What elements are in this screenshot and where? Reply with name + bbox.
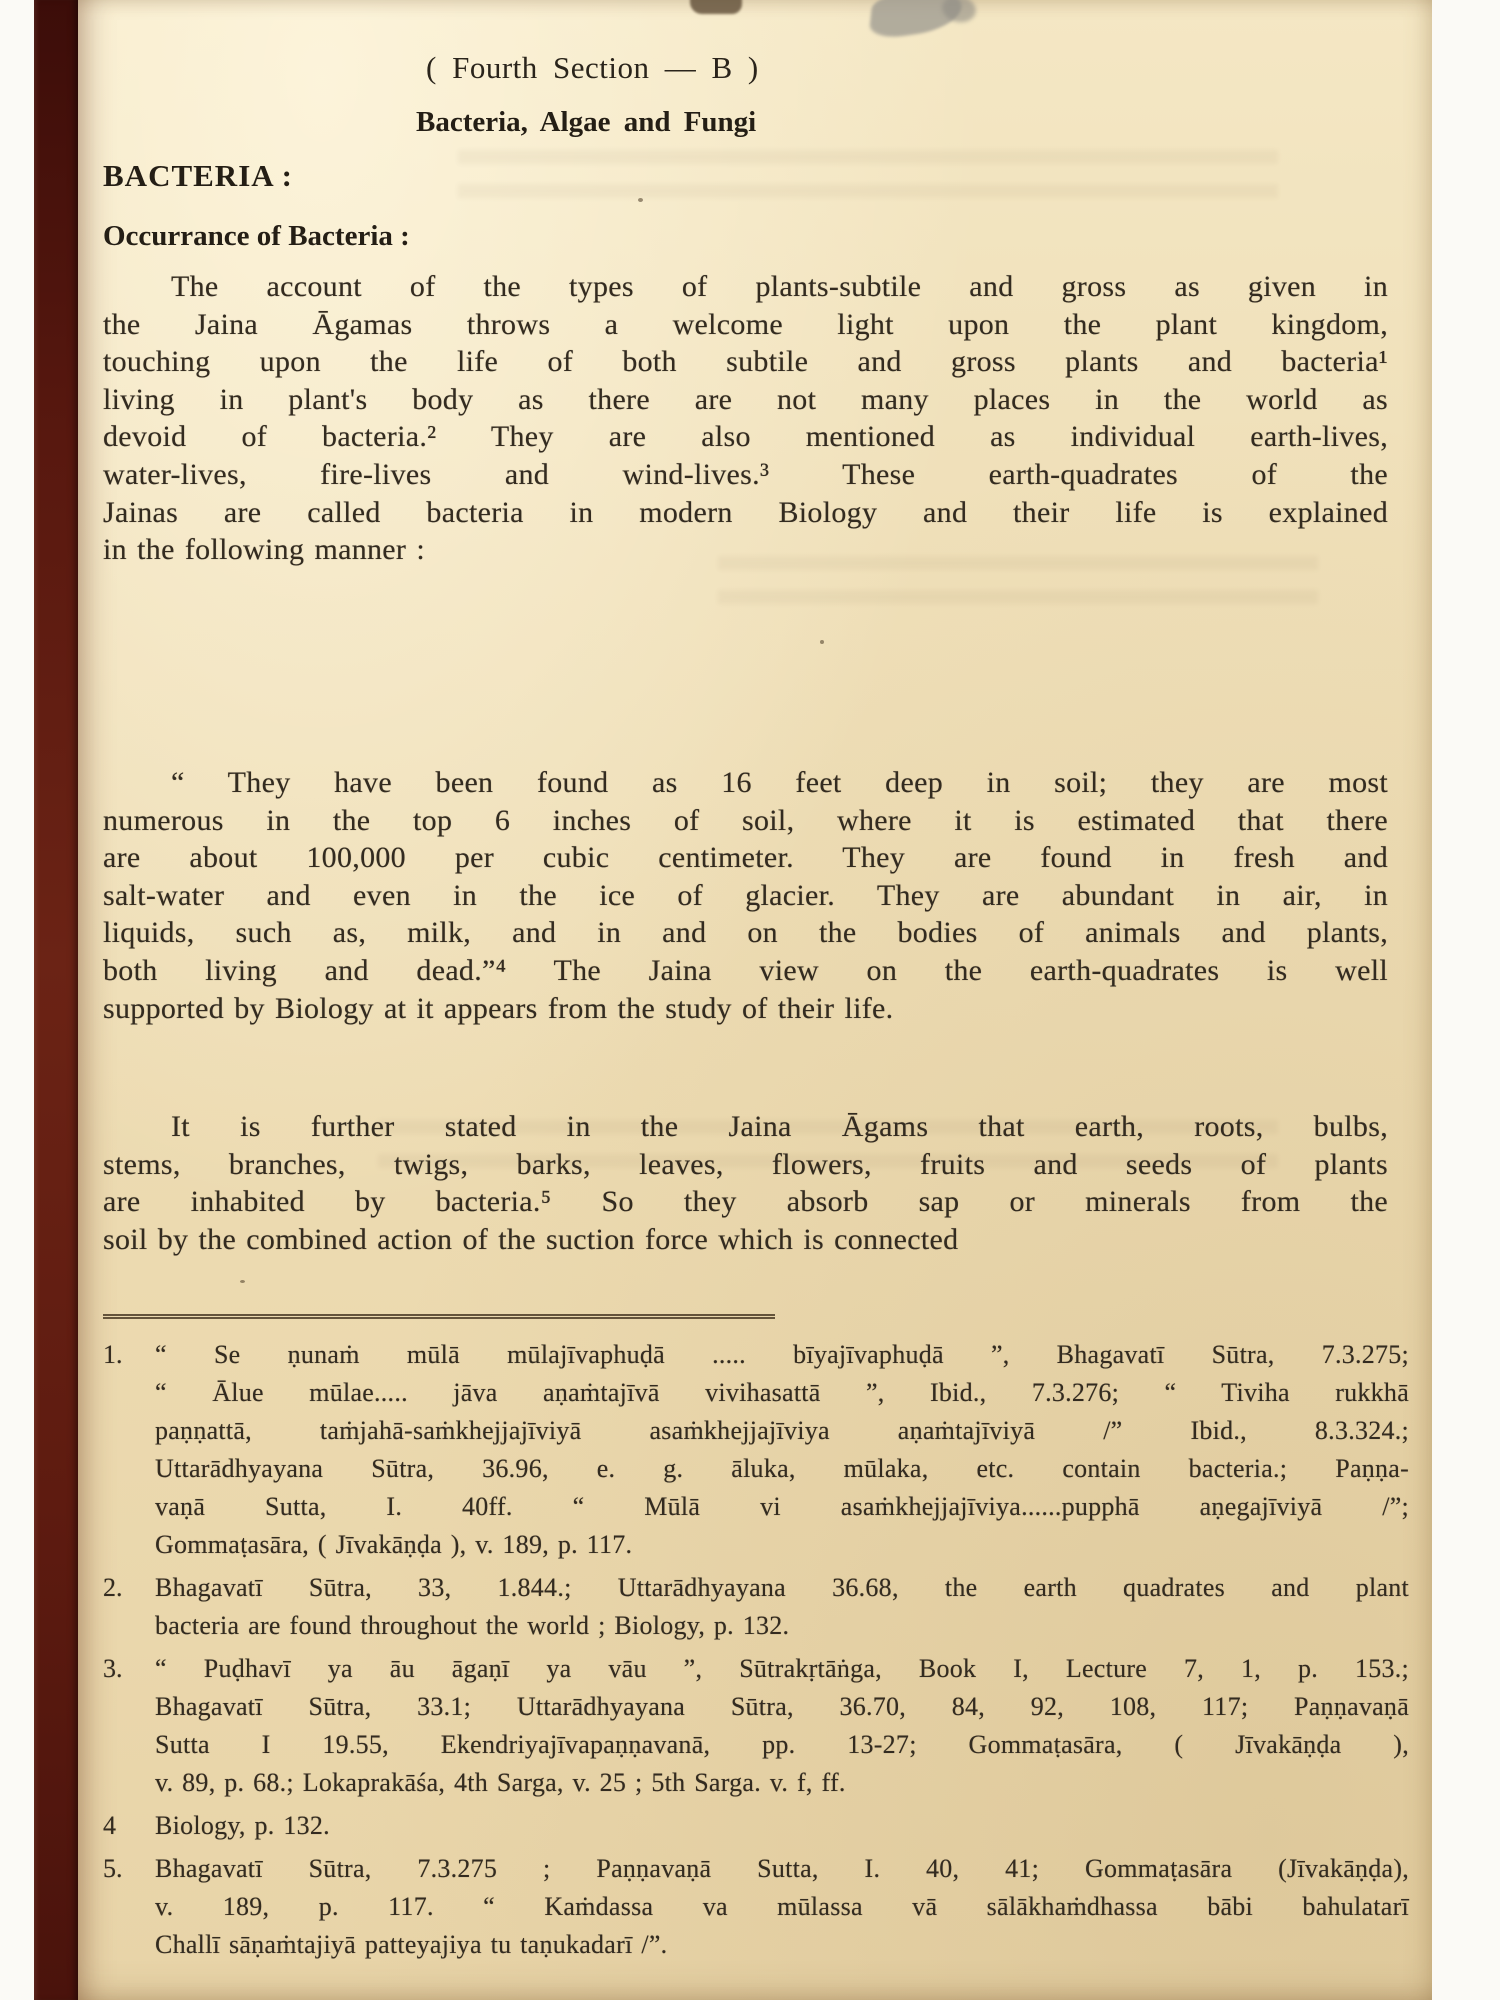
footnote-text [155, 1336, 1409, 1564]
text-line: bacteria are found throughout the world ; Biology, p. 132. [155, 1611, 790, 1640]
text-line: It is further stated in the Jaina Āgams that earth, roots, bulbs, [171, 1110, 1388, 1143]
text-line: water-lives, fire-lives and wind-lives.³ These earth-quadrates of the [103, 457, 1388, 491]
text-line: Gommaṭasāra, ( Jīvakāṇḍa ), v. 189, p. 117. [155, 1530, 633, 1559]
text-line: both living and dead.”⁴ The Jaina view on the earth-quadrates is well [103, 953, 1388, 987]
text-line: The account of the types of plants-subtile and gross as given in [171, 270, 1388, 303]
footnote-number: 1. [103, 1340, 123, 1369]
footnotes-section [103, 1336, 1409, 1969]
text-line: living in plant's body as there are not many places in the world as [103, 382, 1388, 416]
text-line: Challī sāṇaṁtajiyā patteyajiya tu taṇukadarī /”. [155, 1930, 668, 1959]
text-line: “ Se ṇunaṁ mūlā mūlajīvaphuḍā ..... bīyajīvaphuḍā ”, Bhagavatī Sūtra, 7.3.275; [155, 1340, 1409, 1369]
text-line: Bhagavatī Sūtra, 7.3.275 ; Paṇṇavaṇā Sutta, I. 40, 41; Gommaṭasāra (Jīvakāṇḍa), [155, 1854, 1409, 1883]
text-line: in the following manner : [103, 533, 426, 567]
ink-smudge [690, 0, 742, 14]
paper-speck [240, 1280, 245, 1283]
heading-bacteria: BACTERIA : [103, 158, 294, 193]
scanner-background-right [1432, 0, 1500, 2000]
footnote-1 [103, 1336, 1409, 1564]
paragraph-2-quote [103, 764, 1388, 1027]
text-line: devoid of bacteria.² They are also mentioned as individual earth-lives, [103, 420, 1388, 454]
page-surface [78, 0, 1432, 2000]
footnote-2 [103, 1569, 1409, 1645]
text-line: Jainas are called bacteria in modern Biology and their life is explained [103, 495, 1388, 529]
text-line: liquids, such as, milk, and in and on the bodies of animals and plants, [103, 916, 1388, 950]
footnote-text [155, 1650, 1409, 1802]
footnote-3 [103, 1650, 1409, 1802]
footnote-number: 2. [103, 1573, 123, 1602]
footnote-text [155, 1850, 1409, 1964]
text-line: “ They have been found as 16 feet deep in soil; they are most [171, 766, 1388, 799]
text-line: numerous in the top 6 inches of soil, where it is estimated that there [103, 803, 1388, 837]
footnote-number: 4 [103, 1811, 116, 1840]
text-line: are about 100,000 per cubic centimeter. They are found in fresh and [103, 841, 1388, 875]
footnote-5 [103, 1850, 1409, 1964]
text-line: touching upon the life of both subtile and gross plants and bacteria¹ [103, 345, 1388, 379]
scanner-background-left [0, 0, 34, 2000]
paper-speck [820, 640, 824, 644]
text-line: the Jaina Āgamas throws a welcome light upon the plant kingdom, [103, 307, 1388, 341]
text-line: stems, branches, twigs, barks, leaves, flowers, fruits and seeds of plants [103, 1147, 1388, 1181]
paragraph-3 [103, 1108, 1388, 1258]
paragraph-1 [103, 268, 1388, 569]
text-line: are inhabited by bacteria.⁵ So they absorb sap or minerals from the [103, 1185, 1388, 1219]
text-line: vaṇā Sutta, I. 40ff. “ Mūlā vi asaṁkhejjajīviya......pupphā aṇegajīviyā /”; [155, 1492, 1409, 1521]
paper-speck [638, 198, 643, 202]
text-line: “ Puḍhavī ya āu āgaṇī ya vāu ”, Sūtrakṛtāṅga, Book I, Lecture 7, 1, p. 153.; [155, 1654, 1409, 1683]
chapter-title: Bacteria, Algae and Fungi [416, 106, 757, 138]
text-line: Uttarādhyayana Sūtra, 36.96, e. g. āluka, mūlaka, etc. contain bacteria.; Paṇṇa- [155, 1454, 1409, 1483]
footnote-4 [103, 1807, 1409, 1845]
text-line: Bhagavatī Sūtra, 33, 1.844.; Uttarādhyayana 36.68, the earth quadrates and plant [155, 1573, 1409, 1602]
section-header: ( Fourth Section — B ) [426, 50, 759, 85]
text-line: Biology, p. 132. [155, 1811, 330, 1840]
footnote-number: 5. [103, 1854, 123, 1883]
text-line: soil by the combined action of the suction force which is connected [103, 1222, 959, 1256]
text-line: Bhagavatī Sūtra, 33.1; Uttarādhyayana Sūtra, 36.70, 84, 92, 108, 117; Paṇṇavaṇā [155, 1692, 1409, 1721]
text-line: v. 189, p. 117. “ Kaṁdassa va mūlassa vā sālākhaṁdhassa bābi bahulatarī [155, 1892, 1409, 1921]
text-line: supported by Biology at it appears from the study of their life. [103, 991, 894, 1025]
footnote-number: 3. [103, 1654, 123, 1683]
text-line: salt-water and even in the ice of glacier. They are abundant in air, in [103, 878, 1388, 912]
footnote-separator-rule [103, 1314, 775, 1319]
subheading-occurrence-of-bacteria: Occurrance of Bacteria : [103, 220, 410, 252]
show-through-text [458, 150, 1278, 212]
footnote-text [155, 1569, 1409, 1645]
footnote-text [155, 1807, 1409, 1845]
text-line: “ Ālue mūlae..... jāva aṇaṁtajīvā vivihasattā ”, Ibid., 7.3.276; “ Tiviha rukkhā [155, 1378, 1409, 1407]
text-line: paṇṇattā, taṁjahā-saṁkhejjajīviyā asaṁkhejjajīviya aṇaṁtajīviyā /” Ibid., 8.3.324.; [155, 1416, 1409, 1445]
book-spine-edge [34, 0, 78, 2000]
text-line: Sutta I 19.55, Ekendriyajīvapaṇṇavanā, pp. 13-27; Gommaṭasāra, ( Jīvakāṇḍa ), [155, 1730, 1409, 1759]
text-line: v. 89, p. 68.; Lokaprakāśa, 4th Sarga, v. 25 ; 5th Sarga. v. f, ff. [155, 1768, 846, 1797]
